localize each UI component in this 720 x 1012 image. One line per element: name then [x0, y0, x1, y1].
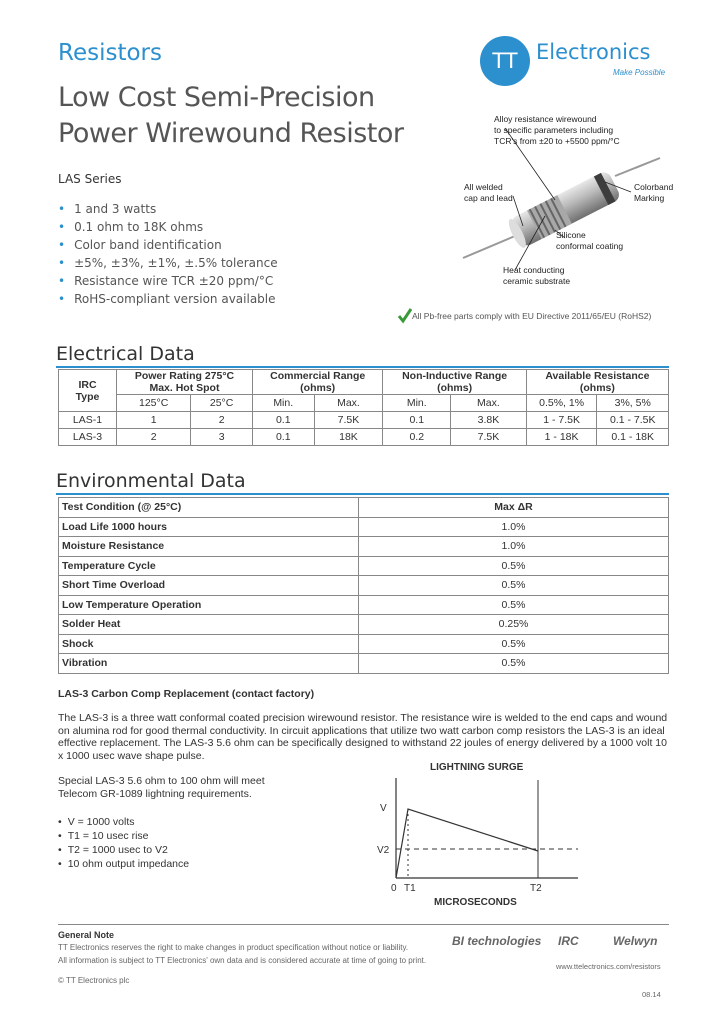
general-note-title: General Note [58, 930, 115, 940]
table-cell: 2 [191, 412, 253, 429]
copyright: © TT Electronics plc [58, 976, 130, 985]
general-note-1: TT Electronics reserves the right to make changes in product specification without notice or liability. [58, 943, 409, 952]
general-note-2: All information is subject to TT Electronics' own data and is considered accurate at time of going to print. [58, 956, 427, 965]
subheader-cell: 3%, 5% [597, 395, 669, 412]
page-title-line2: Power Wirewound Resistor [58, 118, 404, 149]
feature-item: • Color band identification [58, 236, 278, 254]
header-ni-1: Non-Inductive Range [402, 370, 508, 382]
table-cell: 7.5K [314, 412, 383, 429]
table-cell: 0.1 [252, 429, 314, 446]
header-cell: Test Condition (@ 25°C) [59, 498, 359, 518]
spec-item: • T2 = 1000 usec to V2 [58, 843, 189, 857]
header-type: Type [75, 390, 100, 403]
feature-item: • ±5%, ±3%, ±1%, ±.5% tolerance [58, 254, 278, 272]
feature-item: • 1 and 3 watts [58, 200, 278, 218]
brand-irc: IRC [558, 934, 579, 948]
table-cell: 0.2 [383, 429, 451, 446]
table-cell: 0.5% [359, 556, 669, 576]
header-cell [117, 370, 253, 395]
callout-wire-line2: to specific parameters including [494, 125, 614, 135]
header-cell: Max ΔR [359, 498, 669, 518]
table-cell: Solder Heat [59, 615, 359, 635]
page-title-line1: Low Cost Semi-Precision [58, 82, 375, 113]
feature-list [58, 200, 278, 308]
feature-item: • RoHS-compliant version available [58, 290, 278, 308]
rohs-text: All Pb-free parts comply with EU Directive 2011/65/EU (RoHS2) [412, 311, 652, 321]
table-cell: 1.0% [359, 537, 669, 557]
feature-item: • Resistance wire TCR ±20 ppm/°C [58, 272, 278, 290]
table-cell: Short Time Overload [59, 576, 359, 596]
table-cell: 0.25% [359, 615, 669, 635]
table-row [59, 634, 669, 654]
feature-item: • 0.1 ohm to 18K ohms [58, 218, 278, 236]
surge-chart-title: LIGHTNING SURGE [430, 762, 524, 773]
table-header-row [59, 370, 669, 395]
callout-wire [494, 114, 674, 147]
category-title: Resistors [58, 40, 162, 66]
callout-cap-line1: All welded [464, 182, 503, 192]
brand-bi: BI technologies [452, 934, 542, 948]
las3-spec-list [58, 815, 189, 871]
las3-paragraph: The LAS-3 is a three watt conformal coated precision wirewound resistor. The resistance wire is welded to the end caps and wound on alumina rod for good thermal conductivity. In circuit applications that utilize two watt carbon comp resistors the LAS-3 is an ideal effective replacement. The LAS-3 5.6 ohm can be specifically designed to withstand 22 joules of energy delivered by a 1000 volt 10 x 1000 usec wave shape pulse. [58, 712, 668, 762]
table-cell: LAS-1 [59, 412, 117, 429]
table-row [59, 576, 669, 596]
series-label: LAS Series [58, 172, 122, 186]
spec-item: • T1 = 10 usec rise [58, 829, 189, 843]
surge-xtick-t2: T2 [530, 883, 542, 894]
table-row [59, 556, 669, 576]
table-cell: 3.8K [451, 412, 527, 429]
environmental-title: Environmental Data [56, 470, 246, 492]
table-header-row [59, 498, 669, 518]
surge-waveform [396, 809, 538, 878]
table-cell: 1.0% [359, 517, 669, 537]
header-cell [383, 370, 526, 395]
table-cell: 18K [314, 429, 383, 446]
rohs-note [398, 308, 660, 328]
electrical-table [58, 369, 669, 446]
header-irc: IRC [78, 378, 97, 391]
table-row [59, 412, 669, 429]
footer-rule [58, 924, 669, 925]
table-cell: 0.5% [359, 576, 669, 596]
subheader-cell: 0.5%, 1% [526, 395, 597, 412]
table-cell: 0.1 - 18K [597, 429, 669, 446]
header-cell [59, 370, 117, 412]
table-row [59, 595, 669, 615]
header-comm-1: Commercial Range [270, 370, 366, 382]
table-cell: 1 [117, 412, 191, 429]
table-cell: 1 - 7.5K [526, 412, 597, 429]
spec-item: • 10 ohm output impedance [58, 857, 189, 871]
table-cell: 1 - 18K [526, 429, 597, 446]
table-subheader-row [59, 395, 669, 412]
rohs-check-icon [398, 308, 412, 324]
table-cell: 2 [117, 429, 191, 446]
callout-substrate-line1: Heat conducting [503, 265, 565, 275]
callout-wire-line3: TCR's from ±20 to +5500 ppm/°C [494, 136, 620, 146]
surge-chart [370, 775, 580, 897]
logo-tagline: Make Possible [613, 68, 666, 77]
callout-wire-line1: Alloy resistance wirewound [494, 114, 597, 124]
logo-name: Electronics [536, 40, 651, 64]
subheader-cell: Max. [314, 395, 383, 412]
subheader-cell: Max. [451, 395, 527, 412]
callout-color-line1: Colorband [634, 182, 674, 192]
header-cell [252, 370, 382, 395]
header-ni-2: (ohms) [437, 382, 473, 394]
table-row [59, 654, 669, 674]
table-cell: 0.5% [359, 634, 669, 654]
surge-xlabel: MICROSECONDS [434, 897, 517, 908]
company-logo [480, 36, 670, 86]
callout-cap-line2: cap and lead [464, 193, 513, 203]
table-cell: 0.1 [252, 412, 314, 429]
header-power-1: Power Rating 275°C [134, 370, 235, 382]
table-cell: LAS-3 [59, 429, 117, 446]
subheader-cell: Min. [252, 395, 314, 412]
table-cell: Moisture Resistance [59, 537, 359, 557]
environmental-table [58, 497, 669, 674]
surge-ytick-v2: V2 [377, 845, 390, 856]
table-cell: Low Temperature Operation [59, 595, 359, 615]
subheader-cell: 125°C [117, 395, 191, 412]
header-avail-2: (ohms) [579, 382, 615, 394]
subheader-cell: 25°C [191, 395, 253, 412]
callout-substrate-line2: ceramic substrate [503, 276, 571, 286]
table-row [59, 615, 669, 635]
table-row [59, 537, 669, 557]
surge-xtick-t1: T1 [404, 883, 416, 894]
callout-color [634, 182, 673, 204]
callout-cap [464, 182, 513, 204]
table-cell: 3 [191, 429, 253, 446]
spec-item: • V = 1000 volts [58, 815, 189, 829]
electrical-rule [56, 366, 669, 368]
header-power-2: Max. Hot Spot [149, 382, 220, 394]
table-cell: 0.1 - 7.5K [597, 412, 669, 429]
callout-coating [556, 230, 623, 252]
las3-special-line2: Telecom GR-1089 lightning requirements. [58, 787, 252, 800]
brand-welwyn: Welwyn [613, 934, 658, 948]
table-cell: Shock [59, 634, 359, 654]
callout-coating-line1: Silicone [556, 230, 586, 240]
header-avail-1: Available Resistance [545, 370, 650, 382]
callout-coating-line2: conformal coating [556, 241, 624, 251]
surge-ytick-v: V [380, 803, 387, 814]
table-cell: 0.1 [383, 412, 451, 429]
table-cell: 0.5% [359, 595, 669, 615]
doc-number: 08.14 [642, 990, 661, 999]
electrical-title: Electrical Data [56, 343, 195, 365]
lead-wire-right [615, 158, 660, 176]
table-row [59, 517, 669, 537]
callout-substrate [503, 265, 570, 287]
table-cell: Temperature Cycle [59, 556, 359, 576]
logo-mark: TT [480, 36, 530, 86]
table-cell: 0.5% [359, 654, 669, 674]
las3-heading: LAS-3 Carbon Comp Replacement (contact factory) [58, 688, 315, 700]
las3-special [58, 775, 298, 800]
las3-special-line1: Special LAS-3 5.6 ohm to 100 ohm will meet [58, 775, 265, 787]
header-cell [526, 370, 668, 395]
table-cell: Vibration [59, 654, 359, 674]
environmental-rule [56, 493, 669, 495]
table-cell: 7.5K [451, 429, 527, 446]
footer-url[interactable]: www.ttelectronics.com/resistors [556, 962, 661, 971]
table-row [59, 429, 669, 446]
subheader-cell: Min. [383, 395, 451, 412]
lead-wire-left [463, 236, 515, 258]
header-comm-2: (ohms) [300, 382, 336, 394]
table-cell: Load Life 1000 hours [59, 517, 359, 537]
callout-color-line2: Marking [634, 193, 665, 203]
surge-xtick-0: 0 [391, 883, 397, 894]
